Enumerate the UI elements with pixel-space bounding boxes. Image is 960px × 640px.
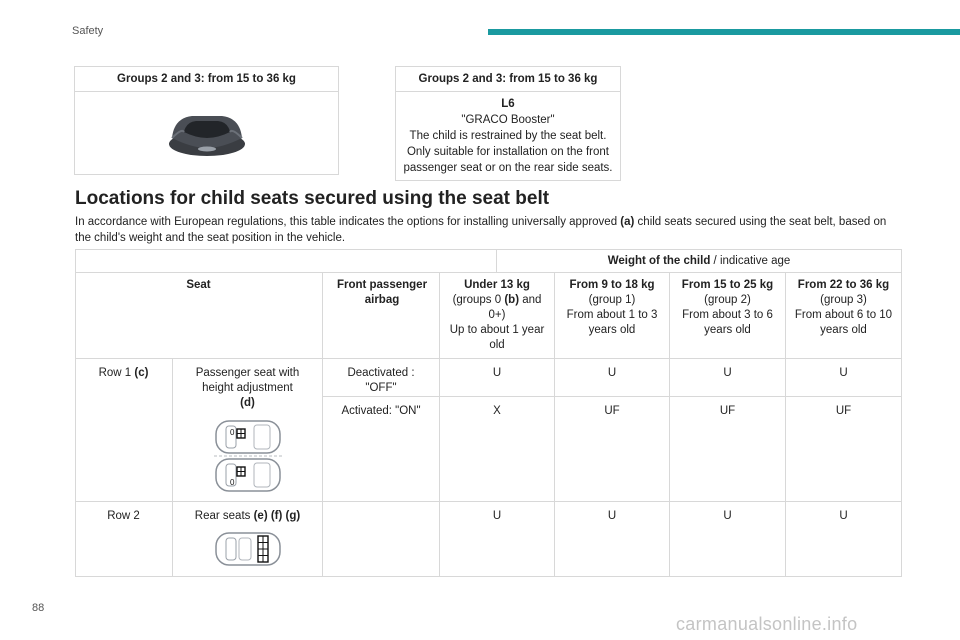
seat-code: L6 <box>501 98 515 110</box>
section-title: Locations for child seats secured using the seat belt <box>75 188 550 209</box>
col-header-seat: Seat <box>75 273 323 359</box>
page-number: 88 <box>32 602 45 614</box>
col-header-airbag: Front passenger airbag <box>323 273 440 359</box>
rear-seat-diagram <box>210 530 286 568</box>
col-header-group-0: Under 13 kg (groups 0 (b) and 0+) Up to about 1 year old <box>440 273 555 359</box>
row1-seat: Passenger seat with height adjustment (d) 0 0 <box>173 359 323 502</box>
row2-airbag <box>323 502 440 577</box>
row1b-group-1: UF <box>555 397 670 502</box>
weight-header-title: Weight of the child <box>607 255 711 267</box>
seat-model-name: "GRACO Booster" <box>461 114 555 126</box>
front-seat-diagram <box>210 417 286 495</box>
row1b-airbag: Activated: "ON" <box>323 397 440 502</box>
table-corner <box>75 249 497 273</box>
header-accent-bar <box>488 29 960 35</box>
seat-description-1: The child is restrained by the seat belt. <box>409 130 607 142</box>
group-right-header: Groups 2 and 3: from 15 to 36 kg <box>396 67 621 92</box>
group-box-left <box>74 66 339 175</box>
weight-header-suffix: / indicative age <box>710 255 791 267</box>
row2-group-1: U <box>555 502 670 577</box>
watermark: carmanualsonline.info <box>676 614 858 634</box>
row1-label: Row 1 (c) <box>75 359 173 502</box>
col-header-group-3: From 22 to 36 kg (group 3) From about 6 to 10 years old <box>786 273 902 359</box>
group-right-body <box>396 92 621 181</box>
seat-description-3: passenger seat or on the rear side seats. <box>403 162 613 174</box>
col-header-group-2: From 15 to 25 kg (group 2) From about 3 to 6 years old <box>670 273 786 359</box>
row1a-airbag: Deactivated : "OFF" <box>323 359 440 397</box>
row2-group-3: U <box>786 502 902 577</box>
svg-text:0: 0 <box>229 428 234 437</box>
booster-image-cell <box>75 92 339 175</box>
section-intro <box>75 214 895 246</box>
row2-group-2: U <box>670 502 786 577</box>
row1b-group-3: UF <box>786 397 902 502</box>
svg-text:0: 0 <box>229 478 234 487</box>
intro-text-a: In accordance with European regulations, this table indicates the options for installing universally approved <box>75 216 621 228</box>
booster-seat-image <box>162 104 252 160</box>
row2-group-0: U <box>440 502 555 577</box>
row2-label: Row 2 <box>75 502 173 577</box>
row2-seat: Rear seats (e) (f) (g) <box>173 502 323 577</box>
row1b-group-0: X <box>440 397 555 502</box>
intro-footnote-a: (a) <box>620 216 635 228</box>
group-box-right <box>395 66 621 181</box>
group-left-header: Groups 2 and 3: from 15 to 36 kg <box>75 67 339 92</box>
row1b-group-2: UF <box>670 397 786 502</box>
row1a-group-3: U <box>786 359 902 397</box>
row1a-group-1: U <box>555 359 670 397</box>
col-header-group-1: From 9 to 18 kg (group 1) From about 1 to 3 years old <box>555 273 670 359</box>
row1a-group-0: U <box>440 359 555 397</box>
row1a-group-2: U <box>670 359 786 397</box>
seat-description-2: Only suitable for installation on the front <box>406 146 609 158</box>
section-label: Safety <box>72 25 104 37</box>
intro-text-b: child seats secured using the seat belt, based on the child's weight and the seat position in the vehicle. <box>75 216 887 244</box>
weight-header <box>497 249 902 273</box>
